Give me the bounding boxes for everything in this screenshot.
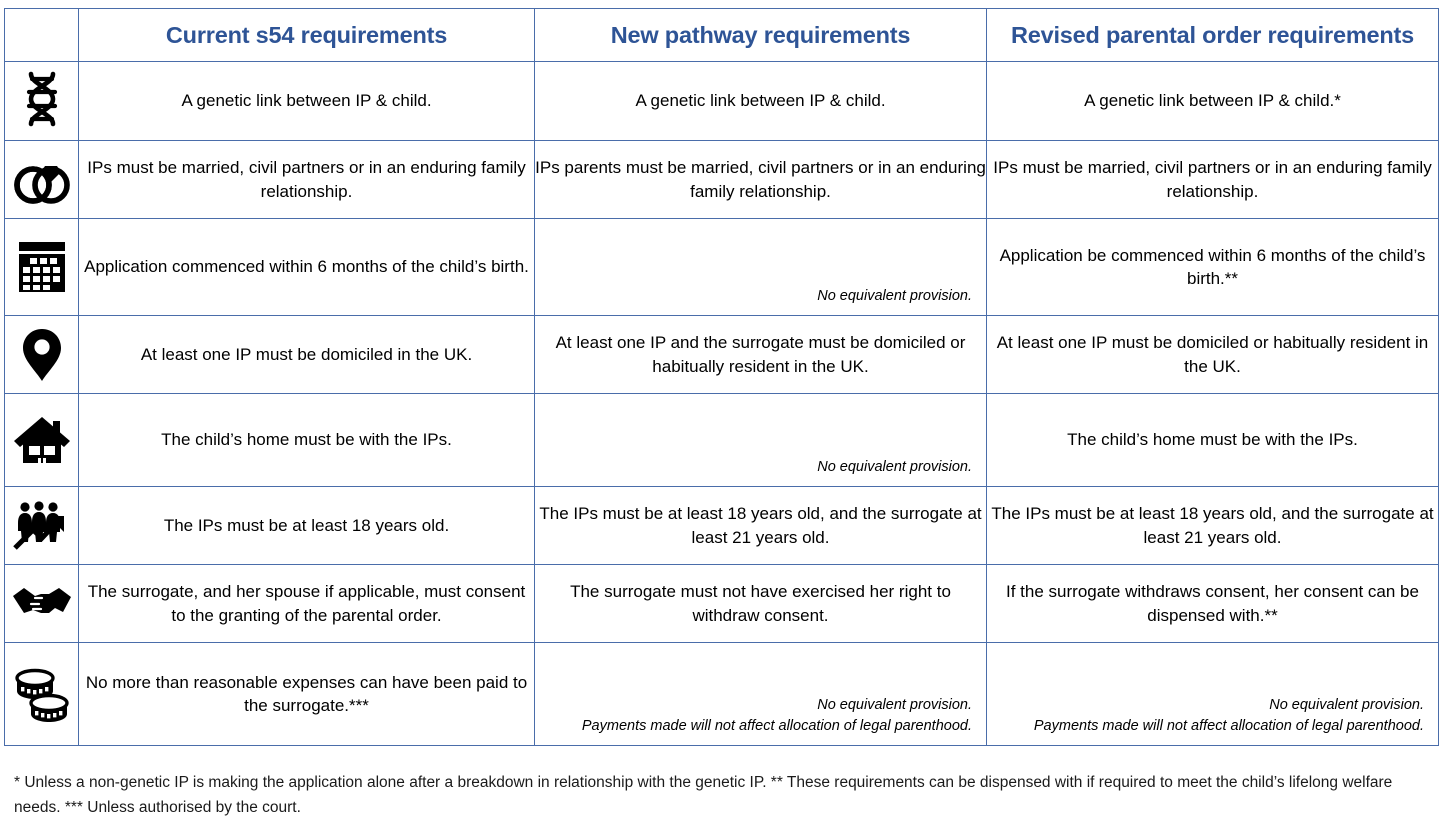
- table-row: [5, 565, 1439, 643]
- row-icon-cell: [5, 487, 79, 565]
- cell-current: A genetic link between IP & child.: [79, 62, 535, 141]
- requirements-comparison-table: [4, 8, 1439, 746]
- no-equivalent-provision-note: No equivalent provision.: [817, 696, 972, 713]
- table-row: [5, 316, 1439, 394]
- dna-icon: [15, 70, 69, 132]
- cell-new: IPs parents must be married, civil partners or in an enduring family relationship.: [535, 141, 987, 219]
- table-row: [5, 219, 1439, 316]
- table-row: [5, 394, 1439, 487]
- header-cell-revised: Revised parental order requirements: [987, 9, 1439, 62]
- cell-revised: The child’s home must be with the IPs.: [987, 394, 1439, 487]
- no-equivalent-provision-note: No equivalent provision.: [817, 287, 972, 304]
- people-growth-icon: [12, 498, 72, 554]
- row-icon-cell: [5, 219, 79, 316]
- table-header: [5, 9, 1439, 62]
- payments-note: Payments made will not affect allocation of legal parenthood.: [581, 717, 972, 734]
- table-row: [5, 487, 1439, 565]
- cell-revised: The IPs must be at least 18 years old, and the surrogate at least 21 years old.: [987, 487, 1439, 565]
- cell-new: The IPs must be at least 18 years old, and the surrogate at least 21 years old.: [535, 487, 987, 565]
- handshake-icon: [11, 580, 73, 628]
- cell-revised: At least one IP must be domiciled or habitually resident in the UK.: [987, 316, 1439, 394]
- cell-current: The surrogate, and her spouse if applicable, must consent to the granting of the parental order.: [79, 565, 535, 643]
- cell-current: The child’s home must be with the IPs.: [79, 394, 535, 487]
- cell-new: The surrogate must not have exercised her right to withdraw consent.: [535, 565, 987, 643]
- row-icon-cell: [5, 394, 79, 487]
- location-pin-icon: [19, 326, 65, 384]
- row-icon-cell: [5, 62, 79, 141]
- table-row: [5, 141, 1439, 219]
- coins-icon: [13, 665, 71, 723]
- cell-current: Application commenced within 6 months of the child’s birth.: [79, 219, 535, 316]
- table-row: [5, 643, 1439, 746]
- cell-current: The IPs must be at least 18 years old.: [79, 487, 535, 565]
- cell-new: A genetic link between IP & child.: [535, 62, 987, 141]
- cell-revised: IPs must be married, civil partners or in an enduring family relationship.: [987, 141, 1439, 219]
- row-icon-cell: [5, 141, 79, 219]
- comparison-table-page: [0, 8, 1440, 817]
- cell-revised: If the surrogate withdraws consent, her consent can be dispensed with.**: [987, 565, 1439, 643]
- no-equivalent-provision-note: No equivalent provision.: [817, 458, 972, 475]
- table-body: [5, 62, 1439, 746]
- header-cell-new: New pathway requirements: [535, 9, 987, 62]
- cell-current: At least one IP must be domiciled in the UK.: [79, 316, 535, 394]
- row-icon-cell: [5, 316, 79, 394]
- row-icon-cell: [5, 565, 79, 643]
- footnotes: * Unless a non-genetic IP is making the application alone after a breakdown in relationship with the genetic IP. ** These requirements can be dispensed with if required to meet the child’s lifelong welfare needs. *** Unless authorised by the court.: [14, 774, 1393, 817]
- table-row: [5, 62, 1439, 141]
- cell-new: [535, 219, 987, 316]
- no-equivalent-provision-note: No equivalent provision.: [1269, 696, 1424, 713]
- cell-new: [535, 643, 987, 746]
- payments-note: Payments made will not affect allocation of legal parenthood.: [1033, 717, 1424, 734]
- header-cell-current: Current s54 requirements: [79, 9, 535, 62]
- calendar-icon: [15, 239, 69, 295]
- house-icon: [12, 413, 72, 467]
- cell-new: At least one IP and the surrogate must be domiciled or habitually resident in the UK.: [535, 316, 987, 394]
- cell-revised: A genetic link between IP & child.*: [987, 62, 1439, 141]
- wedding-rings-icon: [12, 153, 72, 207]
- header-row: [5, 9, 1439, 62]
- cell-current: No more than reasonable expenses can have been paid to the surrogate.***: [79, 643, 535, 746]
- row-icon-cell: [5, 643, 79, 746]
- header-cell-icon-column: [5, 9, 79, 62]
- cell-new: [535, 394, 987, 487]
- cell-revised: Application be commenced within 6 months of the child’s birth.**: [987, 219, 1439, 316]
- cell-current: IPs must be married, civil partners or in an enduring family relationship.: [79, 141, 535, 219]
- cell-revised: [987, 643, 1439, 746]
